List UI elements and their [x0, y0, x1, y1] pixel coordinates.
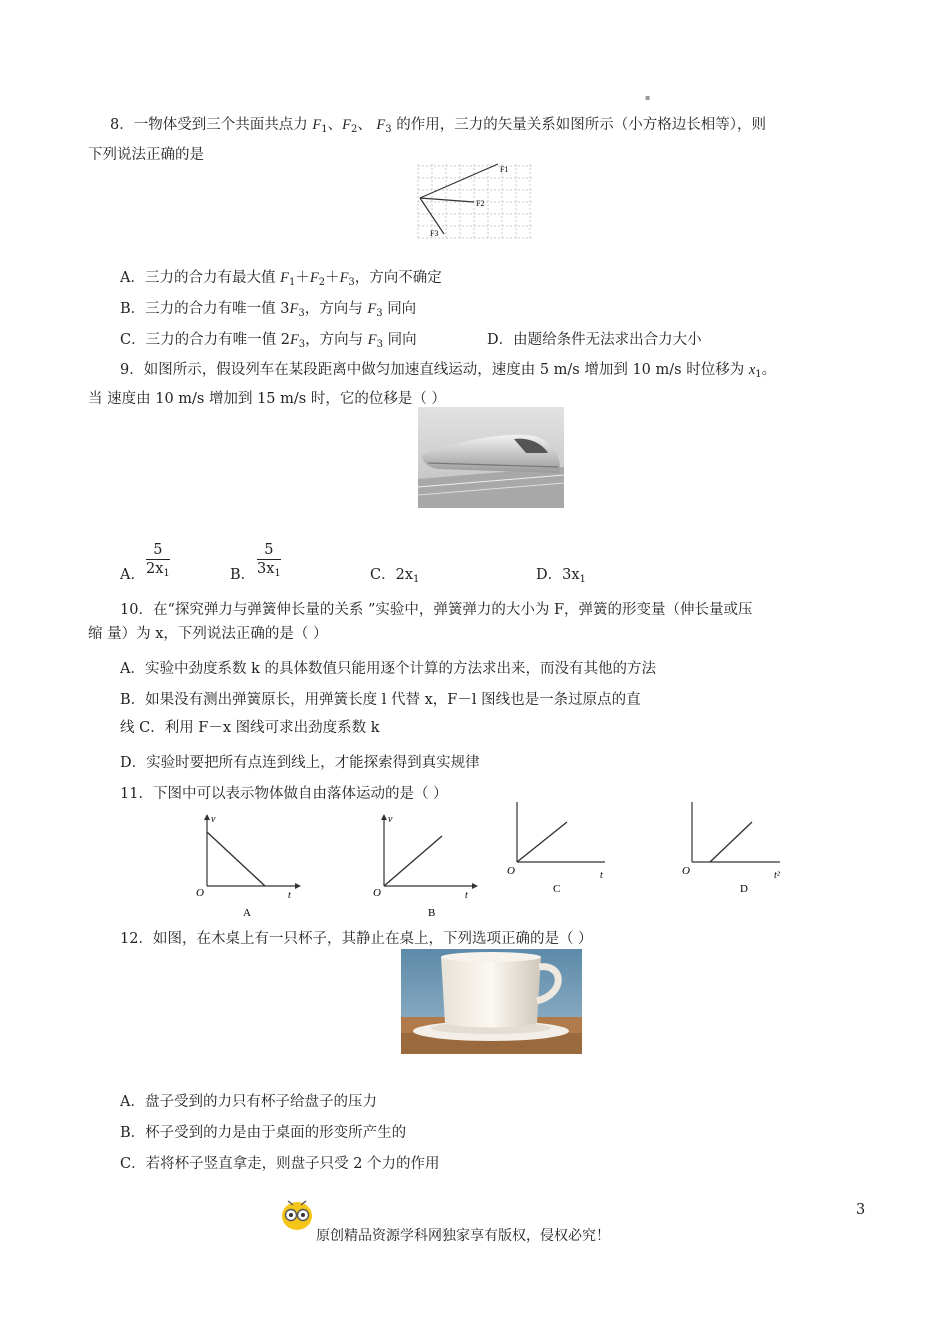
q11-graph-c	[505, 800, 615, 900]
q12-line1: 12．如图，在木桌上有一只杯子，其静止在桌上，下列选项正确的是（ ）	[120, 931, 593, 947]
q9-line1: 9．如图所示，假设列车在某段距离中做匀加速直线运动，速度由 5 m/s 增加到 10 m/s 时位移为 $x_1$。	[120, 362, 777, 380]
q10-option-b-cont-c: 线 C．利用 F－x 图线可求出劲度系数 k	[120, 720, 380, 736]
q10-line2: 缩 量）为 x，下列说法正确的是（ ）	[88, 626, 328, 642]
q11-graph-b	[372, 812, 482, 920]
q11-b-origin: O	[373, 887, 381, 899]
q9-line2: 当 速度由 10 m/s 增加到 15 m/s 时，它的位移是（ ）	[88, 391, 446, 407]
copyright-footer: 原创精品资源学科网独家享有版权，侵权必究！	[316, 1228, 610, 1244]
top-dot: ▪	[645, 93, 651, 102]
q9-option-b-fraction: $\frac{5}{3x_1}$	[257, 542, 281, 579]
q11-c-label: C	[553, 883, 561, 895]
q8-option-a: A．三力的合力有最大值 $F_1+F_2+F_3$，方向不确定	[120, 270, 442, 288]
q9-option-a-label: A．	[120, 567, 145, 583]
q8-option-d: D．由题给条件无法求出合力大小	[487, 332, 702, 348]
q11-a-origin: O	[196, 887, 204, 899]
q8-f3-label: F3	[430, 229, 439, 238]
q8-line2: 下列说法正确的是	[88, 147, 204, 163]
q11-c-x-axis: t	[600, 870, 603, 881]
q11-d-label: D	[740, 883, 748, 895]
q11-a-x-axis: t	[288, 890, 291, 901]
q11-b-y-axis: v	[388, 814, 393, 825]
q9-option-a-fraction: $\frac{5}{2x_1}$	[146, 542, 170, 579]
q12-cup-photo	[401, 949, 582, 1054]
q8-f2-label: F2	[476, 199, 485, 208]
q8-line1: 8．一物体受到三个共面共点力 $F_1$、$F_2$、 $F_3$ 的作用，三力的矢量关系如图所示（小方格边长相等），则	[110, 117, 767, 135]
q11-a-y-axis: v	[211, 814, 216, 825]
q12-option-a: A．盘子受到的力只有杯子给盘子的压力	[120, 1094, 377, 1110]
q11-b-x-axis: t	[465, 890, 468, 901]
q12-option-b: B．杯子受到的力是由于桌面的形变所产生的	[120, 1125, 407, 1141]
q11-c-origin: O	[507, 865, 515, 877]
q10-option-b: B．如果没有测出弹簧原长，用弹簧长度 l 代替 x，F－l 图线也是一条过原点的直	[120, 692, 641, 708]
q11-d-origin: O	[682, 865, 690, 877]
q11-b-label: B	[428, 907, 436, 919]
q12-option-c: C．若将杯子竖直拿走，则盘子只受 2 个力的作用	[120, 1156, 440, 1172]
q9-option-c: C．$2x_1$	[370, 567, 420, 585]
q11-graph-d	[680, 800, 790, 900]
q10-line1: 10．在“探究弹力与弹簧伸长量的关系 ”实验中，弹簧弹力的大小为 F，弹簧的形变量（伸长量或压	[120, 602, 753, 618]
q11-a-label: A	[243, 907, 251, 919]
q10-option-a: A．实验中劲度系数 k 的具体数值只能用逐个计算的方法求出来，而没有其他的方法	[120, 661, 656, 677]
q11-d-x-axis: t²	[774, 870, 780, 881]
q9-option-b-label: B．	[230, 567, 256, 583]
q11-line1: 11．下图中可以表示物体做自由落体运动的是（ ）	[120, 786, 448, 802]
q8-f1-label: F1	[500, 165, 509, 174]
q9-option-d: D．$3x_1$	[536, 567, 586, 585]
page-number: 3	[856, 1202, 866, 1218]
owl-logo-icon	[280, 1197, 314, 1231]
q8-option-c: C．三力的合力有唯一值 $2F_3$，方向与 $F_3$ 同向	[120, 332, 417, 350]
q8-force-grid-figure	[416, 162, 534, 240]
q11-graph-a	[195, 812, 305, 920]
q8-option-b: B．三力的合力有唯一值 $3F_3$，方向与 $F_3$ 同向	[120, 301, 417, 319]
q9-train-photo	[418, 407, 564, 508]
q10-option-d: D．实验时要把所有点连到线上，才能探索得到真实规律	[120, 755, 480, 771]
